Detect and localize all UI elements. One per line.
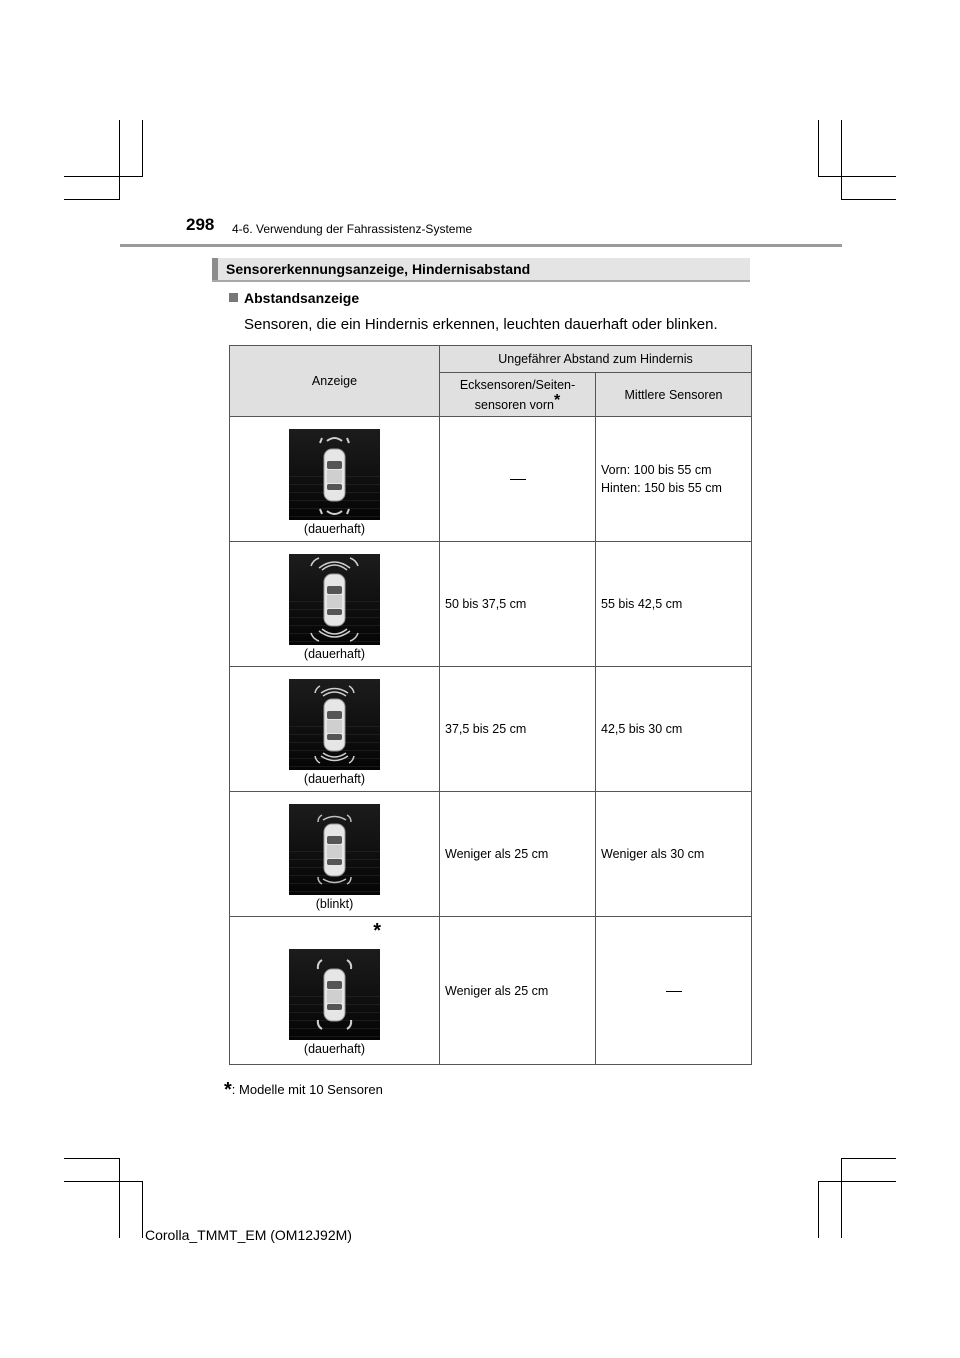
subsection-description: Sensoren, die ein Hindernis erkennen, leuchten dauerhaft oder blinken. <box>244 316 718 333</box>
middle-value <box>596 917 752 1065</box>
display-cell <box>230 417 440 542</box>
table-row <box>230 417 752 542</box>
crop-mark <box>841 1158 896 1159</box>
middle-value: Weniger als 30 cm <box>596 792 752 917</box>
crop-mark <box>841 120 842 200</box>
display-caption: (blinkt) <box>315 897 354 911</box>
crop-mark <box>142 1181 143 1238</box>
display-caption: (dauerhaft) <box>303 772 366 786</box>
header-corner-sensors <box>440 373 596 417</box>
footnote-star-icon: * <box>553 391 561 409</box>
parking-sensor-display-icon <box>289 679 380 770</box>
crop-mark <box>818 1181 896 1182</box>
crop-mark <box>64 1181 143 1182</box>
crop-mark <box>818 120 819 176</box>
header-distance: Ungefährer Abstand zum Hindernis <box>440 346 752 373</box>
table-row <box>230 917 752 1065</box>
display-caption: (dauerhaft) <box>303 1042 366 1056</box>
middle-value-line: Vorn: 100 bis 55 cm <box>601 463 712 477</box>
footnote <box>224 1077 383 1100</box>
footer-model: Corolla_TMMT_EM (OM12J92M) <box>145 1227 352 1243</box>
table-row <box>230 792 752 917</box>
dash-icon <box>666 991 682 992</box>
middle-value-line: Hinten: 150 bis 55 cm <box>601 481 722 495</box>
header-display: Anzeige <box>230 346 440 417</box>
middle-value: 42,5 bis 30 cm <box>596 667 752 792</box>
table-row <box>230 667 752 792</box>
display-cell <box>230 917 440 1065</box>
section-heading <box>212 258 750 282</box>
footnote-star-icon: * <box>224 1079 232 1101</box>
header-middle-sensors: Mittlere Sensoren <box>596 373 752 417</box>
subsection-title: Abstandsanzeige <box>244 290 360 306</box>
crop-mark <box>841 1158 842 1238</box>
parking-sensor-display-icon <box>289 949 380 1040</box>
parking-sensor-display-icon <box>289 554 380 645</box>
table-row <box>230 542 752 667</box>
display-caption: (dauerhaft) <box>303 647 366 661</box>
footnote-text: : Modelle mit 10 Sensoren <box>231 1082 383 1097</box>
parking-sensor-display-icon <box>289 429 380 520</box>
section-title: Sensorerkennungsanzeige, Hindernisabstand <box>226 261 531 277</box>
distance-table <box>229 345 752 1065</box>
section-accent <box>212 258 218 280</box>
corner-value: 37,5 bis 25 cm <box>440 667 596 792</box>
header-corner-line2: sensoren vorn <box>474 397 554 412</box>
corner-value: Weniger als 25 cm <box>440 917 596 1065</box>
parking-sensor-display-icon <box>289 804 380 895</box>
crop-mark <box>64 199 120 200</box>
display-cell <box>230 542 440 667</box>
crop-mark <box>818 1181 819 1238</box>
header-rule <box>120 244 842 247</box>
corner-value <box>440 417 596 542</box>
crop-mark <box>841 199 896 200</box>
crop-mark <box>142 120 143 176</box>
display-cell <box>230 792 440 917</box>
header-corner-line1: Ecksensoren/Seiten- <box>459 377 576 392</box>
crop-mark <box>119 1158 120 1238</box>
corner-value: Weniger als 25 cm <box>440 792 596 917</box>
dash-icon <box>510 479 526 480</box>
crop-mark <box>119 120 120 200</box>
square-bullet-icon <box>229 293 238 302</box>
display-caption: (dauerhaft) <box>303 522 366 536</box>
middle-value <box>596 417 752 542</box>
crop-mark <box>818 176 896 177</box>
crop-mark <box>64 176 143 177</box>
chapter-title: 4-6. Verwendung der Fahrassistenz-Systeme <box>232 222 473 236</box>
corner-value: 50 bis 37,5 cm <box>440 542 596 667</box>
crop-mark <box>64 1158 120 1159</box>
middle-value: 55 bis 42,5 cm <box>596 542 752 667</box>
page-number: 298 <box>186 215 215 234</box>
footnote-star-icon: * <box>373 920 381 942</box>
display-cell <box>230 667 440 792</box>
